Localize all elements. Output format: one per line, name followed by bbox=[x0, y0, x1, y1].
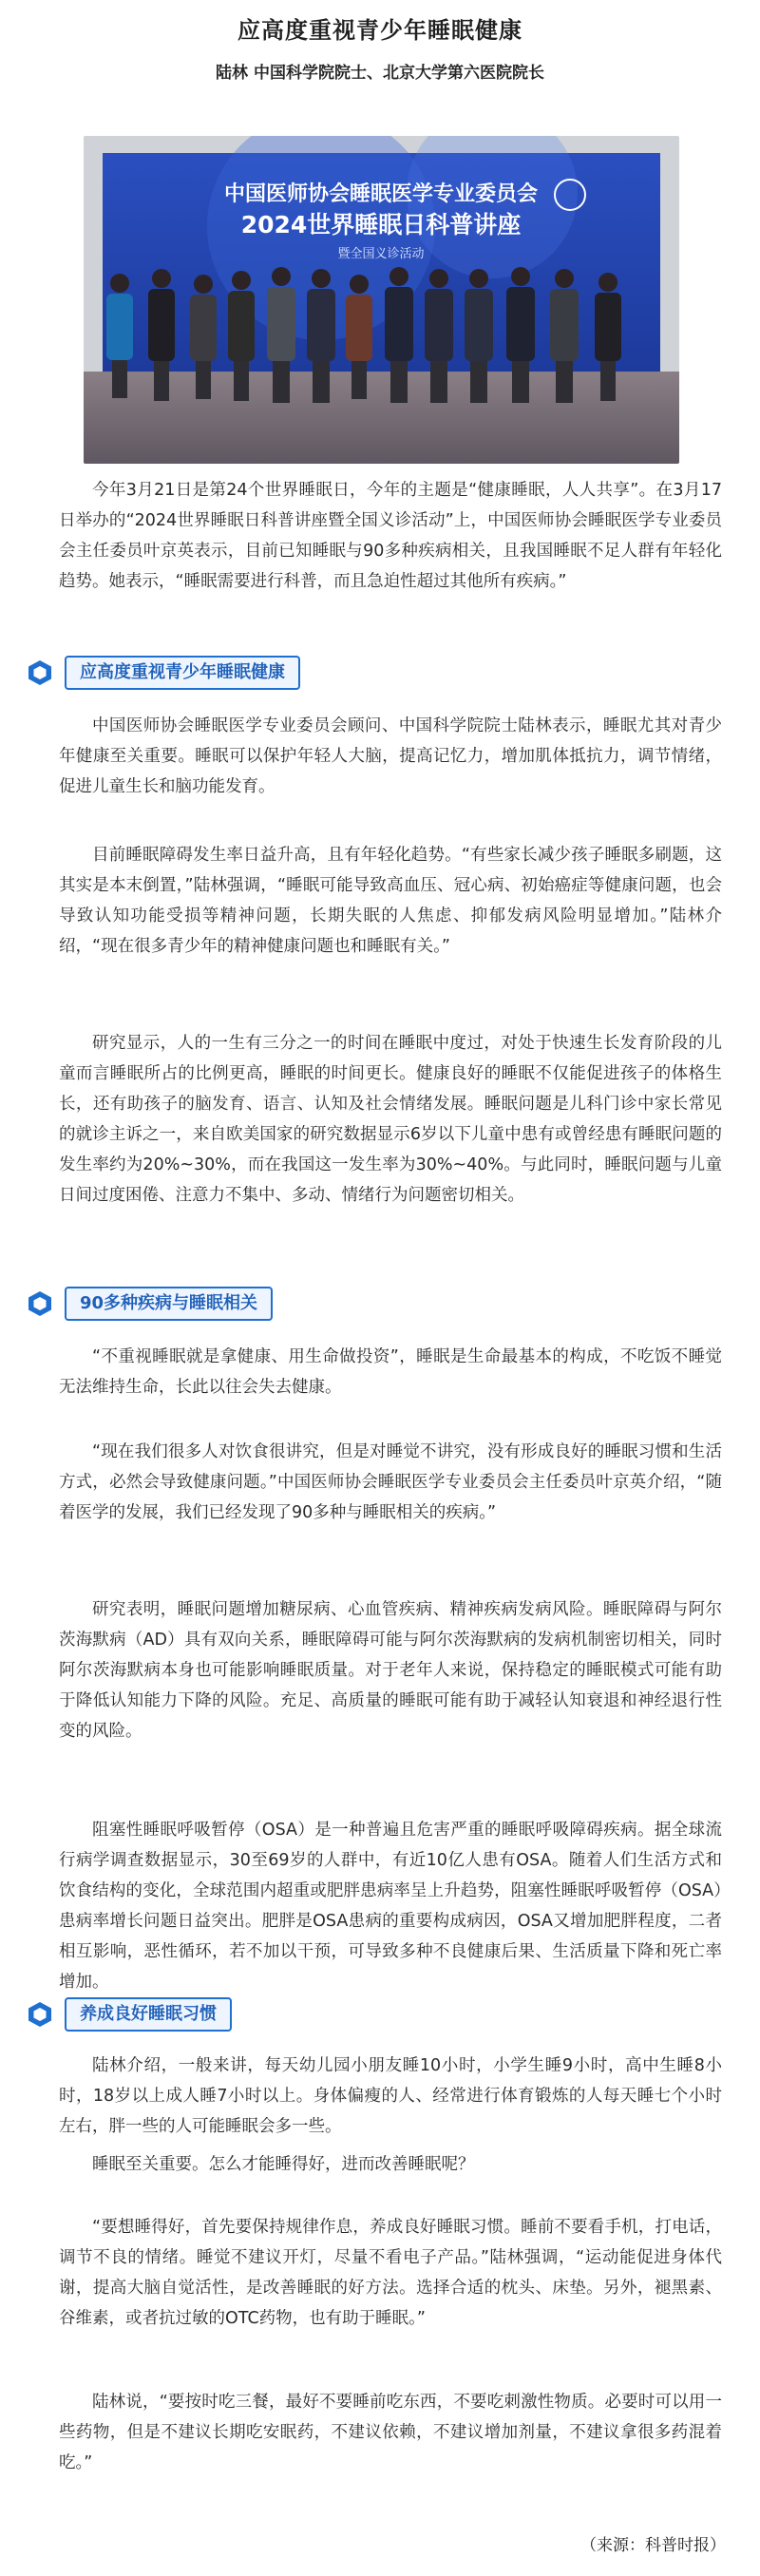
section-heading-label: 应高度重视青少年睡眠健康 bbox=[65, 656, 300, 690]
hexagon-bullet-icon bbox=[27, 1290, 53, 1317]
banner-line-1: 中国医师协会睡眠医学专业委员会 bbox=[223, 182, 539, 206]
article-author: 陆林 中国科学院院士、北京大学第六医院院长 bbox=[216, 64, 544, 83]
section-2-paragraph-2: “现在我们很多人对饮食很讲究，但是对睡觉不讲究，没有形成良好的睡眠习惯和生活方式，必然会导致健康问题。”中国医师协会睡眠医学专业委员会主任委员叶京英介绍，“随着医学的发展，我们已经发现了90多种与睡眠相关的疾病。” bbox=[59, 1442, 722, 1522]
section-heading-label: 养成良好睡眠习惯 bbox=[65, 1997, 232, 2032]
event-photo bbox=[84, 136, 679, 464]
section-3-paragraph-3: “要想睡得好，首先要保持规律作息，养成良好睡眠习惯。睡前不要看手机，打电话，调节不良的情绪。睡觉不建议开灯，尽量不看电子产品。”陆林强调，“运动能促进身体代谢，提高大脑自觉活性，是改善睡眠的好方法。选择合适的枕头、床垫。另外，褪黑素、谷维素，或者抗过敏的OTC药物，也有助于睡眠。” bbox=[59, 2218, 722, 2328]
article-title: 应高度重视青少年睡眠健康 bbox=[238, 17, 522, 44]
section-3-paragraph-2: 睡眠至关重要。怎么才能睡得好，进而改善睡眠呢？ bbox=[92, 2155, 475, 2174]
section-2-paragraph-1: “不重视睡眠就是拿健康、用生命做投资”，睡眠是生命最基本的构成，不吃饭不睡觉无法维持生命，长此以往会失去健康。 bbox=[59, 1347, 722, 1397]
section-1-paragraph-1: 中国医师协会睡眠医学专业委员会顾问、中国科学院院士陆林表示，睡眠尤其对青少年健康至关重要。睡眠可以保护年轻人大脑，提高记忆力，增加肌体抵抗力，调节情绪，促进儿童生长和脑功能发育。 bbox=[59, 716, 722, 796]
section-1-paragraph-2: 目前睡眠障碍发生率日益升高，且有年轻化趋势。“有些家长减少孩子睡眠多刷题，这其实是本末倒置，”陆林强调，“睡眠可能导致高血压、冠心病、初始癌症等健康问题，也会导致认知功能受损等精神问题，长期失眠的人焦虑、抑郁发病风险明显增加。”陆林介绍，“现在很多青少年的精神健康问题也和睡眠有关。” bbox=[59, 846, 722, 956]
hexagon-bullet-icon bbox=[27, 2001, 53, 2028]
banner-line-2: 2024世界睡眠日科普讲座 bbox=[240, 211, 522, 239]
section-3-paragraph-4: 陆林说，“要按时吃三餐，最好不要睡前吃东西，不要吃刺激性物质。必要时可以用一些药物，但是不建议长期吃安眠药，不建议依赖，不建议增加剂量，不建议拿很多药混着吃。” bbox=[59, 2393, 722, 2472]
section-2-paragraph-3: 研究表明，睡眠问题增加糖尿病、心血管疾病、精神疾病发病风险。睡眠障碍与阿尔茨海默病（AD）具有双向关系，睡眠障碍可能与阿尔茨海默病的发病机制密切相关，同时阿尔茨海默病本身也可能影响睡眠质量。对于老年人来说，保持稳定的睡眠模式可能有助于降低认知能力下降的风险。充足、高质量的睡眠可能有助于减轻认知衰退和神经退行性变的风险。 bbox=[59, 1600, 722, 1741]
banner-line-3: 暨全国义诊活动 bbox=[337, 247, 425, 261]
hexagon-bullet-icon bbox=[27, 659, 53, 686]
section-1-paragraph-3: 研究显示，人的一生有三分之一的时间在睡眠中度过，对处于快速生长发育阶段的儿童而言睡眠所占的比例更高，睡眠的时间更长。健康良好的睡眠不仅能促进孩子的体格生长，还有助孩子的脑发育、语言、认知及社会情绪发展。睡眠问题是儿科门诊中家长常见的就诊主诉之一，来自欧美国家的研究数据显示6岁以下儿童中患有或曾经患有睡眠问题的发生率约为20%~30%，而在我国这一发生率为30%~40%。与此同时，睡眠问题与儿童日间过度困倦、注意力不集中、多动、情绪行为问题密切相关。 bbox=[59, 1034, 722, 1205]
article-source: （来源：科普时报） bbox=[580, 2536, 726, 2555]
intro-paragraph: 今年3月21日是第24个世界睡眠日，今年的主题是“健康睡眠，人人共享”。在3月17日举办的“2024世界睡眠日科普讲座暨全国义诊活动”上，中国医师协会睡眠医学专业委员会主任委员叶京英表示，目前已知睡眠与90多种疾病相关，且我国睡眠不足人群有年轻化趋势。她表示，“睡眠需要进行科普，而且急迫性超过其他所有疾病。” bbox=[59, 481, 722, 591]
section-3-paragraph-1: 陆林介绍，一般来讲，每天幼儿园小朋友睡10小时，小学生睡9小时，高中生睡8小时，18岁以上成人睡7小时以上。身体偏瘦的人、经常进行体育锻炼的人每天睡七个小时左右，胖一些的人可能睡眠会多一些。 bbox=[59, 2056, 722, 2136]
section-2-paragraph-4: 阻塞性睡眠呼吸暂停（OSA）是一种普遍且危害严重的睡眠呼吸障碍疾病。据全球流行病学调查数据显示，30至69岁的人群中，有近10亿人患有OSA。随着人们生活方式和饮食结构的变化，全球范围内超重或肥胖患病率呈上升趋势，阻塞性睡眠呼吸暂停（OSA）患病率增长问题日益突出。肥胖是OSA患病的重要构成病因，OSA又增加肥胖程度，二者相互影响，恶性循环，若不加以干预，可导致多种不良健康后果、生活质量下降和死亡率增加。 bbox=[59, 1821, 722, 1992]
section-heading-label: 90多种疾病与睡眠相关 bbox=[65, 1287, 273, 1321]
